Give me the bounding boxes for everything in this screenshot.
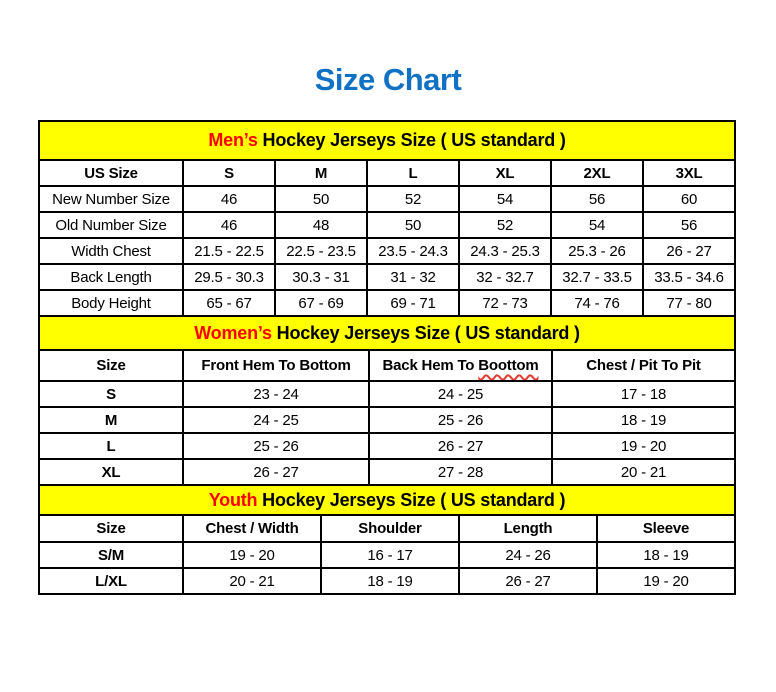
value-cell: 22.5 - 23.5 [275, 238, 367, 264]
value-cell: 19 - 20 [597, 568, 735, 594]
table-row [39, 542, 735, 568]
table-row [39, 407, 735, 433]
column-header: 3XL [643, 160, 735, 186]
table-row [39, 238, 735, 264]
row-label: Old Number Size [39, 212, 183, 238]
value-cell: 72 - 73 [459, 290, 551, 316]
value-cell: 23 - 24 [183, 381, 369, 407]
banner-text: Hockey Jerseys Size ( US standard ) [257, 489, 566, 510]
value-cell: 48 [275, 212, 367, 238]
value-cell: 24 - 25 [183, 407, 369, 433]
value-cell: 26 - 27 [459, 568, 597, 594]
value-cell: 52 [367, 186, 459, 212]
value-cell: 56 [643, 212, 735, 238]
value-cell: 54 [551, 212, 643, 238]
value-cell: 46 [183, 212, 275, 238]
value-cell: 24 - 25 [369, 381, 552, 407]
womens-banner-row [39, 316, 735, 350]
womens-size-table [38, 315, 736, 486]
size-chart-tables [38, 120, 734, 595]
row-label: L [39, 433, 183, 459]
value-cell: 67 - 69 [275, 290, 367, 316]
column-header: L [367, 160, 459, 186]
value-cell: 25 - 26 [183, 433, 369, 459]
table-row [39, 568, 735, 594]
value-cell: 31 - 32 [367, 264, 459, 290]
value-cell: 21.5 - 22.5 [183, 238, 275, 264]
row-label: L/XL [39, 568, 183, 594]
column-header: Front Hem To Bottom [183, 350, 369, 381]
youth-banner-row [39, 485, 735, 515]
table-row [39, 212, 735, 238]
value-cell: 18 - 19 [321, 568, 459, 594]
header-row [39, 515, 735, 542]
column-header: Size [39, 350, 183, 381]
banner-text: Hockey Jerseys Size ( US standard ) [257, 130, 566, 150]
value-cell: 19 - 20 [183, 542, 321, 568]
value-cell: 23.5 - 24.3 [367, 238, 459, 264]
banner-highlight: Youth [208, 489, 258, 510]
column-header: XL [459, 160, 551, 186]
table-row [39, 264, 735, 290]
mens-size-table [38, 120, 736, 317]
table-row [39, 459, 735, 485]
row-label: Body Height [39, 290, 183, 316]
value-cell: 46 [183, 186, 275, 212]
value-cell: 26 - 27 [643, 238, 735, 264]
row-label: M [39, 407, 183, 433]
value-cell: 54 [459, 186, 551, 212]
header-row [39, 350, 735, 381]
row-label: XL [39, 459, 183, 485]
value-cell: 26 - 27 [369, 433, 552, 459]
value-cell: 60 [643, 186, 735, 212]
column-header-misspelled [369, 350, 552, 381]
value-cell: 32 - 32.7 [459, 264, 551, 290]
column-header: US Size [39, 160, 183, 186]
row-label: Back Length [39, 264, 183, 290]
value-cell: 69 - 71 [367, 290, 459, 316]
value-cell: 33.5 - 34.6 [643, 264, 735, 290]
table-row [39, 186, 735, 212]
table-row [39, 290, 735, 316]
value-cell: 19 - 20 [552, 433, 735, 459]
misspelled-word: Boottom [478, 357, 539, 374]
header-text: Back Hem To [382, 357, 479, 374]
table-row [39, 433, 735, 459]
value-cell: 52 [459, 212, 551, 238]
row-label: S [39, 381, 183, 407]
youth-banner [39, 485, 735, 515]
value-cell: 24.3 - 25.3 [459, 238, 551, 264]
value-cell: 25.3 - 26 [551, 238, 643, 264]
value-cell: 20 - 21 [183, 568, 321, 594]
mens-banner [39, 121, 735, 160]
column-header: Length [459, 515, 597, 542]
column-header: Shoulder [321, 515, 459, 542]
table-row [39, 381, 735, 407]
value-cell: 18 - 19 [552, 407, 735, 433]
value-cell: 50 [275, 186, 367, 212]
row-label: New Number Size [39, 186, 183, 212]
row-label: Width Chest [39, 238, 183, 264]
value-cell: 30.3 - 31 [275, 264, 367, 290]
youth-size-table [38, 484, 736, 595]
value-cell: 32.7 - 33.5 [551, 264, 643, 290]
column-header: M [275, 160, 367, 186]
value-cell: 74 - 76 [551, 290, 643, 316]
value-cell: 18 - 19 [597, 542, 735, 568]
value-cell: 16 - 17 [321, 542, 459, 568]
column-header: Chest / Pit To Pit [552, 350, 735, 381]
value-cell: 27 - 28 [369, 459, 552, 485]
value-cell: 17 - 18 [552, 381, 735, 407]
value-cell: 77 - 80 [643, 290, 735, 316]
column-header: 2XL [551, 160, 643, 186]
value-cell: 65 - 67 [183, 290, 275, 316]
row-label: S/M [39, 542, 183, 568]
mens-banner-row [39, 121, 735, 160]
banner-text: Hockey Jerseys Size ( US standard ) [271, 322, 580, 343]
value-cell: 20 - 21 [552, 459, 735, 485]
value-cell: 56 [551, 186, 643, 212]
value-cell: 25 - 26 [369, 407, 552, 433]
column-header: Sleeve [597, 515, 735, 542]
value-cell: 26 - 27 [183, 459, 369, 485]
value-cell: 29.5 - 30.3 [183, 264, 275, 290]
column-header: S [183, 160, 275, 186]
column-header: Size [39, 515, 183, 542]
banner-highlight: Men’s [208, 130, 258, 150]
value-cell: 50 [367, 212, 459, 238]
womens-banner [39, 316, 735, 350]
banner-highlight: Women’s [194, 322, 272, 343]
column-header: Chest / Width [183, 515, 321, 542]
value-cell: 24 - 26 [459, 542, 597, 568]
page-title: Size Chart [314, 62, 462, 97]
header-row [39, 160, 735, 186]
